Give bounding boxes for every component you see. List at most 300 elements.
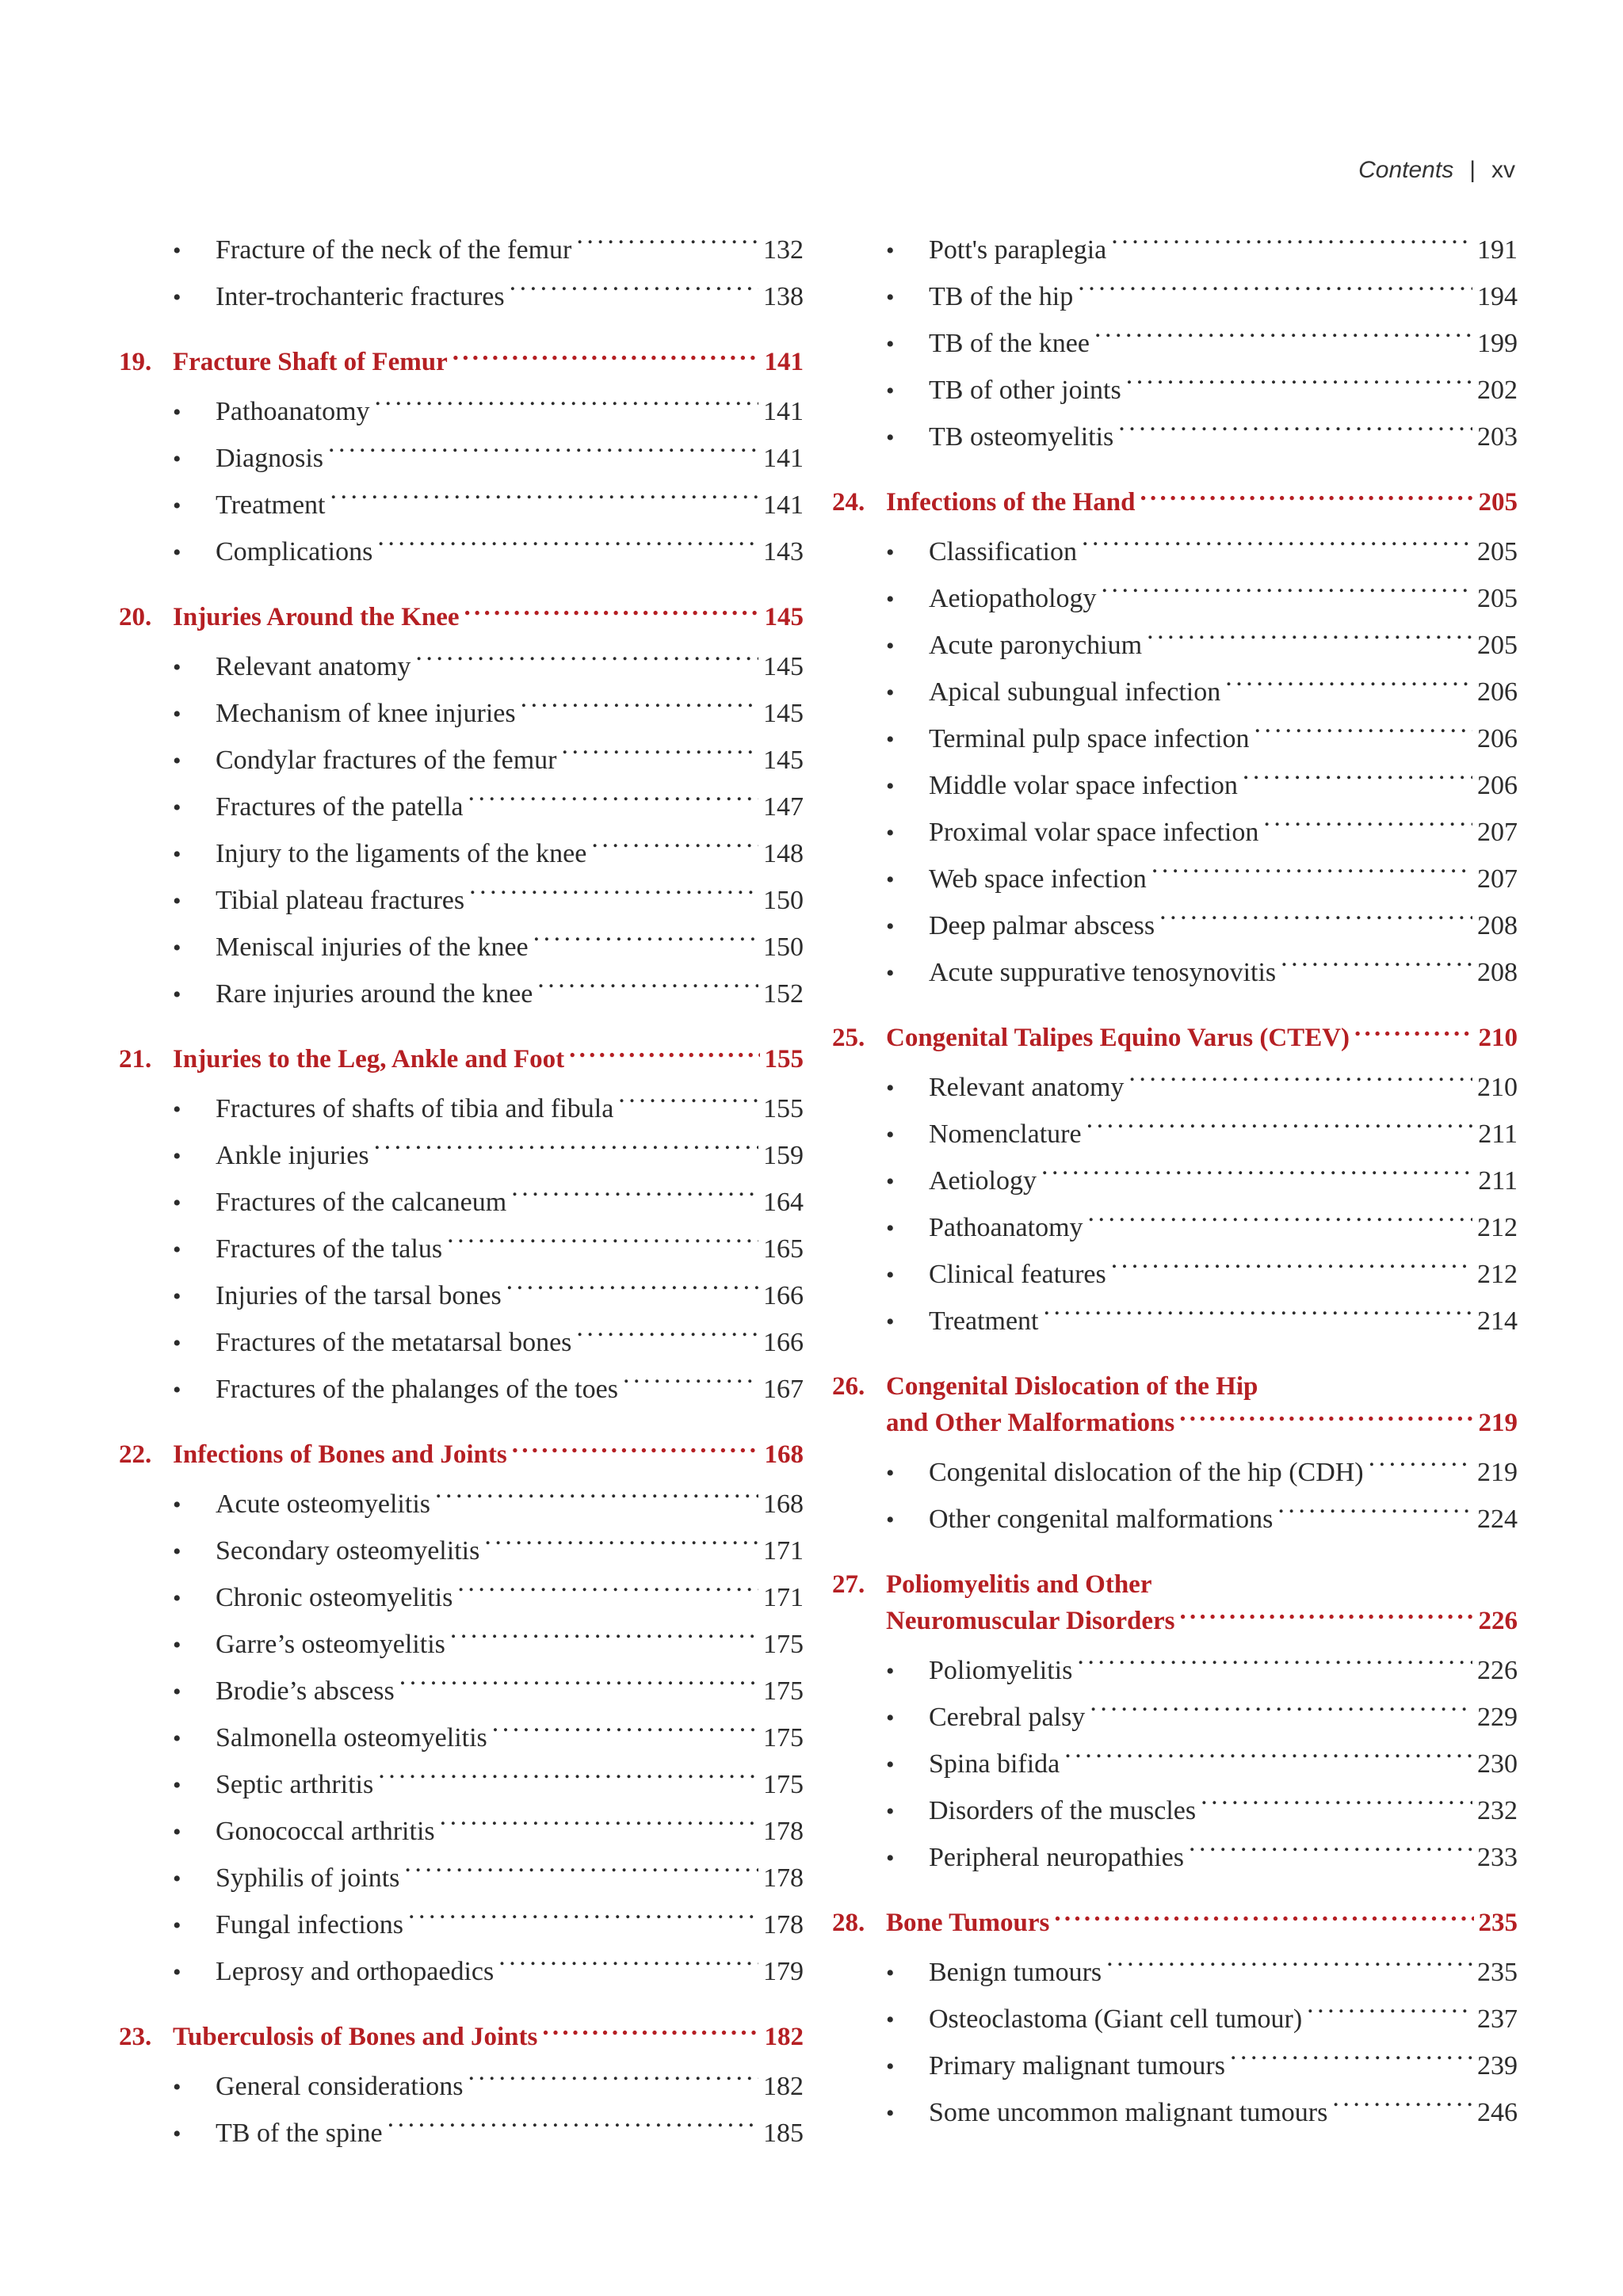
toc-entry-label: Relevant anatomy	[929, 1073, 1125, 1102]
toc-entry-label: Pott's paraplegia	[929, 235, 1107, 265]
bullet-icon: •	[173, 238, 181, 264]
toc-entry-label: Peripheral neuropathies	[929, 1843, 1184, 1872]
dot-leader	[1054, 1905, 1473, 1931]
dot-leader	[1078, 278, 1472, 305]
toc-entry[interactable]	[832, 1111, 1518, 1158]
bullet-icon: •	[173, 1330, 181, 1356]
dot-leader	[1179, 1405, 1473, 1431]
toc-entry-label: Rare injuries around the knee	[216, 979, 533, 1009]
toc-entry-label: TB of the hip	[929, 282, 1074, 311]
dot-leader	[484, 1532, 758, 1559]
toc-entry-label: Leprosy and orthopaedics	[216, 1957, 495, 1986]
dot-leader	[510, 278, 758, 305]
dot-leader	[1128, 1069, 1472, 1096]
dot-leader	[1230, 2047, 1472, 2074]
toc-entry[interactable]	[832, 273, 1518, 320]
dot-leader	[492, 1719, 758, 1746]
toc-entry[interactable]	[119, 877, 804, 924]
toc-entry[interactable]	[119, 1226, 804, 1272]
dot-leader	[1106, 1954, 1472, 1981]
chapter-number: 28.	[832, 1909, 865, 1937]
toc-entry[interactable]	[832, 1298, 1518, 1344]
bullet-icon: •	[886, 238, 895, 264]
toc-entry[interactable]	[119, 2063, 804, 2110]
toc-entry-page: 224	[1477, 1505, 1518, 1534]
bullet-icon: •	[886, 960, 895, 986]
toc-entry-label: Primary malignant tumours	[929, 2051, 1225, 2081]
dot-leader	[1140, 484, 1473, 510]
toc-entry[interactable]	[119, 1366, 804, 1413]
toc-entry-page: 212	[1477, 1260, 1518, 1289]
toc-entry[interactable]	[119, 1179, 804, 1226]
dot-leader	[1151, 860, 1472, 887]
toc-entry-label: Inter-trochanteric fractures	[216, 282, 505, 311]
chapter-heading-line1	[832, 1566, 1518, 1603]
toc-entry-label: Gonococcal arthritis	[216, 1817, 435, 1846]
toc-entry-page: 150	[763, 933, 804, 962]
toc-entry[interactable]	[832, 1204, 1518, 1251]
toc-entry[interactable]	[119, 784, 804, 830]
chapter-heading[interactable]	[119, 599, 804, 635]
dot-leader	[562, 742, 759, 769]
toc-entry-label: Secondary osteomyelitis	[216, 1536, 480, 1566]
toc-entry-label: Aetiology	[929, 1166, 1037, 1196]
bullet-icon: •	[886, 378, 895, 404]
toc-entry-page: 211	[1478, 1166, 1518, 1196]
bullet-icon: •	[173, 540, 181, 566]
toc-entry-page: 155	[763, 1094, 804, 1123]
toc-entry[interactable]	[119, 1621, 804, 1668]
toc-entry-label: Tibial plateau fractures	[216, 886, 465, 915]
bullet-icon: •	[886, 2100, 895, 2126]
chapter-number: 19.	[119, 348, 152, 376]
dot-leader	[1118, 418, 1472, 445]
dot-leader	[415, 648, 758, 675]
bullet-icon: •	[886, 1122, 895, 1148]
chapter-title-line1: Congenital Dislocation of the Hip	[886, 1372, 1258, 1401]
toc-entry[interactable]	[119, 482, 804, 528]
toc-entry-page: 206	[1477, 677, 1518, 707]
toc-entry[interactable]	[119, 1761, 804, 1808]
toc-entry[interactable]	[119, 1901, 804, 1948]
dot-leader	[450, 1626, 758, 1653]
chapter-title: Infections of the Hand	[886, 488, 1136, 517]
dot-leader	[623, 1371, 758, 1398]
toc-entry-page: 207	[1477, 864, 1518, 894]
toc-entry-label: Acute osteomyelitis	[216, 1489, 431, 1519]
chapter-number: 24.	[832, 488, 865, 517]
toc-entry[interactable]	[832, 1949, 1518, 1996]
bullet-icon: •	[886, 1460, 895, 1486]
toc-entry-page: 152	[763, 979, 804, 1009]
toc-entry-page: 175	[763, 1723, 804, 1753]
dot-leader	[1225, 673, 1472, 700]
dot-leader	[1088, 1209, 1472, 1236]
toc-entry-page: 143	[763, 537, 804, 566]
bullet-icon: •	[173, 748, 181, 774]
dot-leader	[440, 1813, 758, 1840]
toc-entry-page: 205	[1477, 631, 1518, 660]
chapter-title: Fracture Shaft of Femur	[173, 348, 448, 376]
toc-entry[interactable]	[832, 1741, 1518, 1787]
toc-entry-label: Fractures of the phalanges of the toes	[216, 1375, 618, 1404]
toc-entry[interactable]	[832, 1647, 1518, 1694]
chapter-title: Tuberculosis of Bones and Joints	[173, 2023, 538, 2051]
toc-entry-page: 145	[763, 652, 804, 681]
toc-entry-page: 246	[1477, 2098, 1518, 2127]
dot-leader	[1243, 767, 1472, 794]
toc-entry[interactable]	[832, 715, 1518, 762]
dot-leader	[468, 788, 758, 815]
toc-entry[interactable]	[119, 830, 804, 877]
toc-entry[interactable]	[832, 762, 1518, 809]
toc-entry[interactable]	[832, 1064, 1518, 1111]
bullet-icon: •	[886, 2007, 895, 2033]
dot-leader	[464, 599, 760, 625]
toc-entry[interactable]	[832, 1158, 1518, 1204]
toc-entry-label: Chronic osteomyelitis	[216, 1583, 453, 1612]
toc-entry-label: Fungal infections	[216, 1910, 404, 1939]
toc-entry[interactable]	[832, 1496, 1518, 1543]
toc-entry[interactable]	[119, 1808, 804, 1855]
toc-entry-page: 212	[1477, 1213, 1518, 1242]
toc-entry[interactable]	[119, 737, 804, 784]
bullet-icon: •	[886, 1658, 895, 1684]
chapter-heading[interactable]	[832, 1566, 1518, 1639]
dot-leader	[1090, 1699, 1472, 1726]
chapter-page: 168	[764, 1440, 804, 1469]
bullet-icon: •	[886, 867, 895, 893]
toc-entry[interactable]	[119, 2110, 804, 2157]
toc-entry-label: Poliomyelitis	[929, 1656, 1073, 1685]
bullet-icon: •	[173, 399, 181, 425]
chapter-title-line2: Neuromuscular Disorders	[886, 1607, 1175, 1635]
chapter-number: 22.	[119, 1440, 152, 1469]
dot-leader	[1086, 1116, 1474, 1142]
dot-leader	[328, 440, 758, 467]
bullet-icon: •	[886, 680, 895, 706]
dot-leader	[374, 1137, 758, 1164]
toc-entry-label: Treatment	[216, 490, 326, 520]
toc-entry-label: Deep palmar abscess	[929, 911, 1155, 940]
chapter-page: 205	[1478, 488, 1518, 517]
dot-leader	[1159, 907, 1472, 934]
dot-leader	[618, 1090, 758, 1117]
chapter-heading[interactable]	[832, 1905, 1518, 1941]
dot-leader	[1369, 1454, 1472, 1481]
toc-entry[interactable]	[832, 1787, 1518, 1834]
chapter-heading[interactable]	[119, 2019, 804, 2055]
toc-entry-page: 210	[1477, 1073, 1518, 1102]
bullet-icon: •	[886, 1507, 895, 1533]
toc-entry-label: Fractures of the talus	[216, 1234, 443, 1264]
chapter-title: Bone Tumours	[886, 1909, 1050, 1937]
toc-entry-label: Garre’s osteomyelitis	[216, 1630, 445, 1659]
toc-entry[interactable]	[119, 1272, 804, 1319]
toc-entry[interactable]	[832, 2089, 1518, 2136]
bullet-icon: •	[886, 1075, 895, 1101]
chapter-title-line2: and Other Malformations	[886, 1409, 1175, 1437]
chapter-heading[interactable]	[832, 484, 1518, 521]
bullet-icon: •	[173, 446, 181, 472]
dot-leader	[330, 486, 758, 513]
toc-entry-label: Other congenital malformations	[929, 1505, 1274, 1534]
bullet-icon: •	[173, 2074, 181, 2100]
bullet-icon: •	[173, 1237, 181, 1263]
bullet-icon: •	[173, 1772, 181, 1798]
toc-entry-label: Fractures of the patella	[216, 792, 464, 822]
bullet-icon: •	[173, 493, 181, 519]
toc-entry-page: 141	[763, 397, 804, 426]
dot-leader	[1180, 1603, 1474, 1629]
toc-entry-label: Benign tumours	[929, 1958, 1102, 1987]
toc-entry-label: Pathoanatomy	[929, 1213, 1083, 1242]
toc-entry[interactable]	[832, 1834, 1518, 1881]
bullet-icon: •	[886, 727, 895, 753]
chapter-title: Injuries Around the Knee	[173, 603, 460, 631]
dot-leader	[404, 1859, 758, 1886]
toc-entry[interactable]	[832, 902, 1518, 949]
bullet-icon: •	[173, 1283, 181, 1310]
dot-leader	[1077, 1652, 1472, 1679]
bullet-icon: •	[173, 701, 181, 727]
toc-entry-page: 214	[1477, 1306, 1518, 1336]
chapter-heading-line2	[832, 1603, 1518, 1639]
toc-entry-page: 171	[763, 1536, 804, 1566]
toc-entry-page: 226	[1477, 1656, 1518, 1685]
toc-entry-page: 182	[763, 2072, 804, 2101]
toc-entry-page: 167	[763, 1375, 804, 1404]
toc-entry-page: 175	[763, 1770, 804, 1799]
bullet-icon: •	[886, 1262, 895, 1288]
toc-entry[interactable]	[119, 435, 804, 482]
bullet-icon: •	[173, 795, 181, 821]
dot-leader	[512, 1436, 760, 1463]
dot-leader	[1277, 1501, 1472, 1527]
toc-entry-label: TB of other joints	[929, 376, 1121, 405]
toc-entry-label: Condylar fractures of the femur	[216, 746, 557, 775]
bullet-icon: •	[173, 1913, 181, 1939]
toc-entry[interactable]	[832, 320, 1518, 367]
toc-entry-label: Injury to the ligaments of the knee	[216, 839, 587, 868]
chapter-page: 141	[764, 348, 804, 376]
dot-leader	[447, 1230, 758, 1257]
toc-entry-page: 141	[763, 490, 804, 520]
toc-entry-page: 175	[763, 1630, 804, 1659]
toc-entry-label: Nomenclature	[929, 1119, 1082, 1149]
chapter-page: 219	[1478, 1409, 1518, 1437]
chapter-title: Congenital Talipes Equino Varus (CTEV)	[886, 1024, 1350, 1052]
toc-entry-page: 178	[763, 1817, 804, 1846]
bullet-icon: •	[173, 982, 181, 1008]
toc-entry[interactable]	[119, 1085, 804, 1132]
toc-entry[interactable]	[832, 622, 1518, 669]
toc-entry[interactable]	[832, 669, 1518, 715]
toc-entry[interactable]	[832, 414, 1518, 460]
toc-entry-label: Mechanism of knee injuries	[216, 699, 516, 728]
bullet-icon: •	[173, 1819, 181, 1845]
dot-leader	[1332, 2094, 1472, 2121]
dot-leader	[378, 1766, 758, 1793]
bullet-icon: •	[173, 1492, 181, 1518]
toc-entry-page: 191	[1477, 235, 1518, 265]
toc-entry-label: TB osteomyelitis	[929, 422, 1114, 452]
toc-entry[interactable]	[119, 528, 804, 575]
running-head-title: Contents	[1358, 157, 1454, 183]
toc-entry-page: 166	[763, 1328, 804, 1357]
bullet-icon: •	[173, 1539, 181, 1565]
bullet-icon: •	[173, 888, 181, 914]
bullet-icon: •	[886, 773, 895, 799]
bullet-icon: •	[173, 841, 181, 868]
toc-entry[interactable]	[832, 856, 1518, 902]
chapter-heading[interactable]	[119, 1436, 804, 1473]
chapter-heading[interactable]	[832, 1020, 1518, 1056]
toc-entry[interactable]	[832, 1251, 1518, 1298]
toc-entry-page: 219	[1477, 1458, 1518, 1487]
toc-entry-page: 165	[763, 1234, 804, 1264]
toc-right-column	[832, 227, 1518, 2136]
bullet-icon: •	[886, 1960, 895, 1986]
toc-entry[interactable]	[119, 643, 804, 690]
bullet-icon: •	[173, 2121, 181, 2147]
toc-entry-page: 141	[763, 444, 804, 473]
bullet-icon: •	[886, 1309, 895, 1335]
dot-leader	[457, 1579, 758, 1606]
dot-leader	[1111, 231, 1472, 258]
dot-leader	[375, 393, 758, 420]
toc-entry[interactable]	[119, 971, 804, 1017]
running-head-separator: |	[1469, 157, 1476, 183]
toc-entry[interactable]	[832, 1996, 1518, 2042]
toc-entry-page: 178	[763, 1910, 804, 1939]
chapter-page: 145	[764, 603, 804, 631]
toc-entry-page: 179	[763, 1957, 804, 1986]
toc-entry[interactable]	[832, 575, 1518, 622]
dot-leader	[1041, 1162, 1473, 1189]
chapter-heading[interactable]	[119, 1041, 804, 1077]
bullet-icon: •	[173, 1726, 181, 1752]
toc-entry[interactable]	[832, 2042, 1518, 2089]
toc-entry[interactable]	[119, 690, 804, 737]
toc-entry-label: Middle volar space infection	[929, 771, 1238, 800]
bullet-icon: •	[886, 1215, 895, 1241]
chapter-heading[interactable]	[832, 1368, 1518, 1441]
bullet-icon: •	[886, 2054, 895, 2080]
toc-entry[interactable]	[119, 1481, 804, 1527]
toc-entry[interactable]	[832, 1449, 1518, 1496]
toc-entry[interactable]	[119, 1574, 804, 1621]
chapter-number: 27.	[832, 1570, 865, 1599]
dot-leader	[542, 2019, 759, 2045]
dot-leader	[1082, 533, 1472, 560]
dot-leader	[569, 1041, 759, 1067]
dot-leader	[399, 1672, 758, 1699]
dot-leader	[468, 2068, 759, 2095]
dot-leader	[1281, 954, 1472, 981]
toc-entry-label: Fracture of the neck of the femur	[216, 235, 572, 265]
dot-leader	[498, 1953, 758, 1980]
toc-entry[interactable]	[119, 1714, 804, 1761]
toc-entry-label: General considerations	[216, 2072, 464, 2101]
dot-leader	[1307, 2000, 1472, 2027]
toc-entry[interactable]	[832, 809, 1518, 856]
toc-entry-label: Relevant anatomy	[216, 652, 411, 681]
chapter-page: 226	[1478, 1607, 1518, 1635]
toc-entry[interactable]	[119, 1527, 804, 1574]
dot-leader	[1354, 1020, 1473, 1046]
toc-entry[interactable]	[119, 1948, 804, 1995]
toc-entry[interactable]	[832, 227, 1518, 273]
toc-entry-page: 166	[763, 1281, 804, 1310]
toc-entry-label: Ankle injuries	[216, 1141, 369, 1170]
toc-entry[interactable]	[119, 924, 804, 971]
bullet-icon: •	[173, 1377, 181, 1403]
toc-entry[interactable]	[119, 1132, 804, 1179]
bullet-icon: •	[173, 1585, 181, 1611]
bullet-icon: •	[886, 1752, 895, 1778]
toc-entry-page: 185	[763, 2119, 804, 2148]
chapter-page: 235	[1478, 1909, 1518, 1937]
toc-entry-label: Acute paronychium	[929, 631, 1143, 660]
toc-entry-page: 207	[1477, 818, 1518, 847]
toc-entry-page: 132	[763, 235, 804, 265]
dot-leader	[1147, 627, 1472, 654]
toc-entry-label: Apical subungual infection	[929, 677, 1221, 707]
toc-entry[interactable]	[119, 1668, 804, 1714]
toc-entry-label: Acute suppurative tenosynovitis	[929, 958, 1277, 987]
dot-leader	[511, 1184, 758, 1211]
chapter-number: 20.	[119, 603, 152, 631]
bullet-icon: •	[173, 1143, 181, 1169]
toc-entry-label: Proximal volar space infection	[929, 818, 1259, 847]
toc-entry[interactable]	[119, 227, 804, 273]
bullet-icon: •	[886, 586, 895, 612]
toc-entry-label: Clinical features	[929, 1260, 1106, 1289]
toc-entry-label: Terminal pulp space infection	[929, 724, 1250, 753]
toc-entry[interactable]	[119, 273, 804, 320]
bullet-icon: •	[173, 935, 181, 961]
toc-entry[interactable]	[832, 528, 1518, 575]
bullet-icon: •	[886, 1845, 895, 1871]
toc-entry-page: 232	[1477, 1796, 1518, 1825]
toc-entry-page: 208	[1477, 911, 1518, 940]
toc-entry-page: 194	[1477, 282, 1518, 311]
chapter-heading[interactable]	[119, 344, 804, 380]
bullet-icon: •	[886, 540, 895, 566]
toc-entry-label: Disorders of the muscles	[929, 1796, 1197, 1825]
toc-entry-page: 205	[1477, 537, 1518, 566]
toc-entry[interactable]	[119, 1319, 804, 1366]
bullet-icon: •	[886, 1798, 895, 1825]
toc-entry[interactable]	[832, 949, 1518, 996]
toc-entry[interactable]	[119, 388, 804, 435]
toc-entry-page: 206	[1477, 724, 1518, 753]
running-head	[1358, 157, 1515, 184]
toc-entry[interactable]	[832, 367, 1518, 414]
toc-entry-page: 211	[1478, 1119, 1518, 1149]
toc-entry-page: 202	[1477, 376, 1518, 405]
toc-entry-label: Web space infection	[929, 864, 1147, 894]
toc-entry-page: 237	[1477, 2004, 1518, 2034]
toc-entry[interactable]	[832, 1694, 1518, 1741]
bullet-icon: •	[886, 425, 895, 451]
toc-entry[interactable]	[119, 1855, 804, 1901]
toc-entry-label: Meniscal injuries of the knee	[216, 933, 529, 962]
toc-entry-page: 203	[1477, 422, 1518, 452]
chapter-title: Infections of Bones and Joints	[173, 1440, 507, 1469]
chapter-number: 23.	[119, 2023, 152, 2051]
